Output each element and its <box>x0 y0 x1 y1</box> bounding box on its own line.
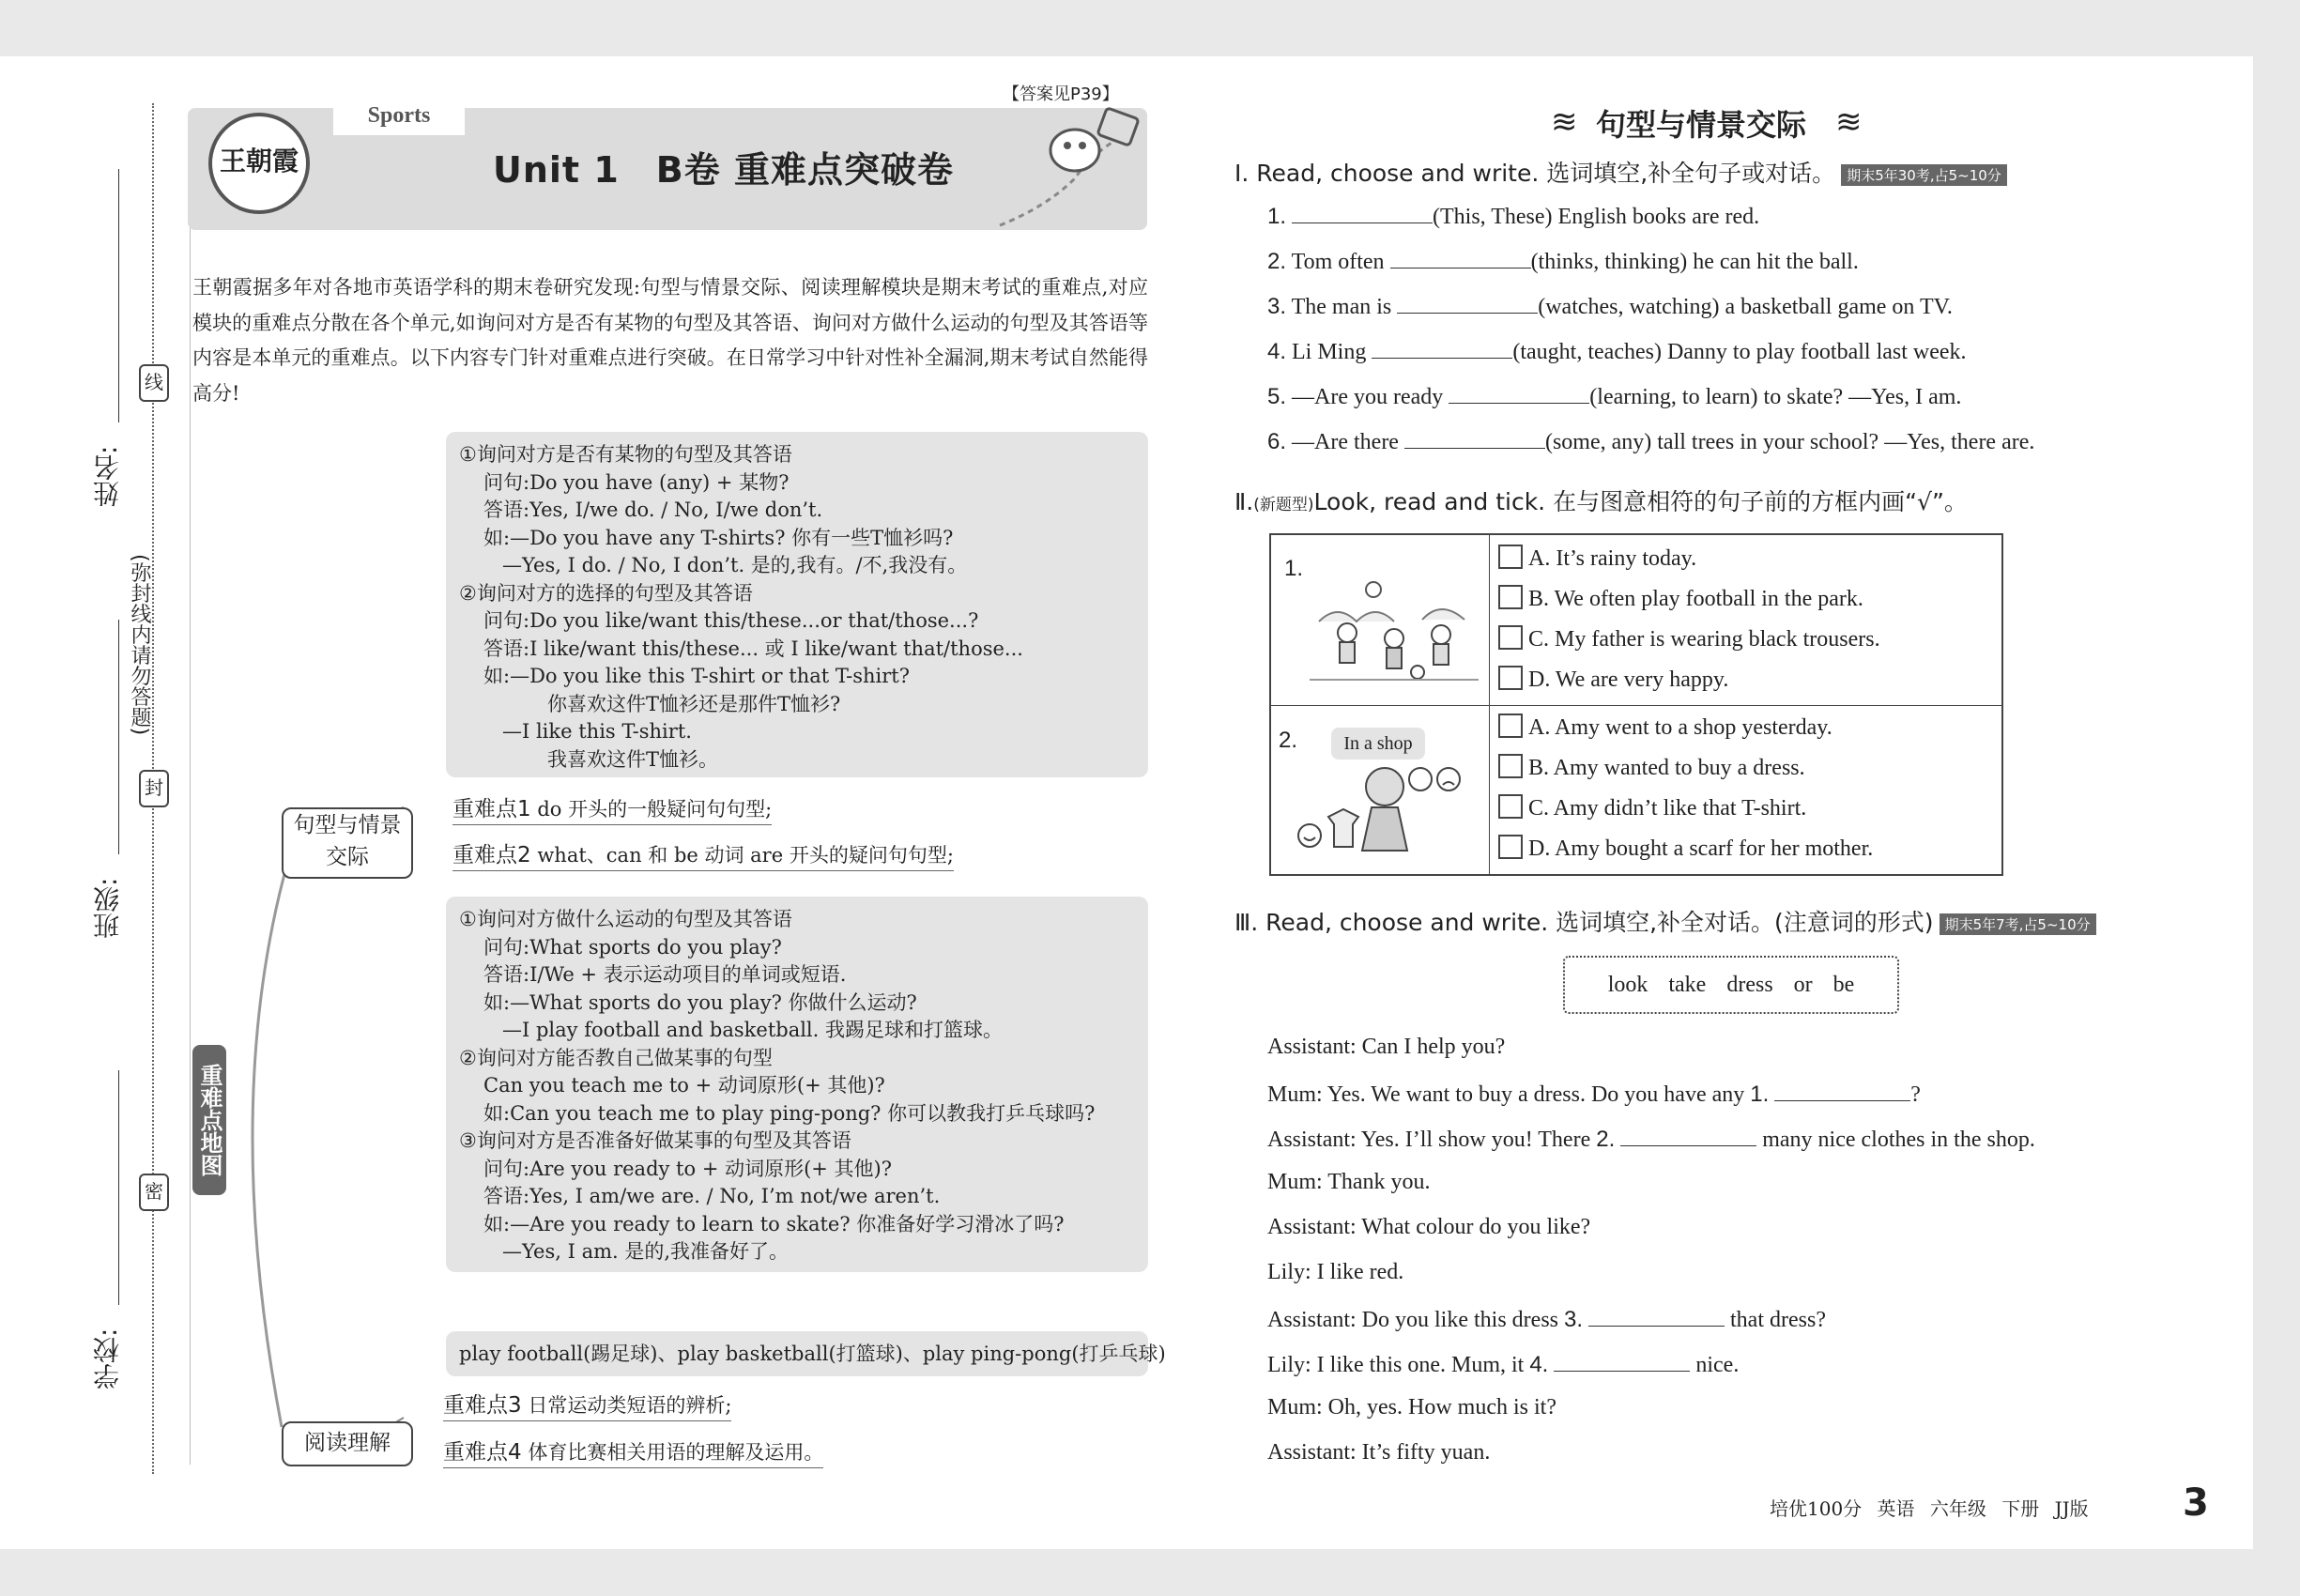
dialogue-line <box>1267 1215 1590 1240</box>
box2-line: Can you teach me to + 动词原形(+ 其他)? <box>483 1074 885 1097</box>
pattern-box-1 <box>446 432 1148 777</box>
q1-heading <box>1234 155 2007 189</box>
answer-blank[interactable] <box>1554 1350 1690 1372</box>
line-text: Mum: Yes. We want to buy a dress. Do you have any <box>1267 1082 1745 1107</box>
box2-line: ②询问对方能否教自己做某事的句型 <box>459 1046 773 1069</box>
blank-number: 4. <box>1529 1352 1549 1377</box>
box2-line: 如:Can you teach me to play ping-pong? 你可以教我打乒乓球吗? <box>483 1101 1096 1125</box>
box2-line: 如:—Are you ready to learn to skate? 你准备好学习滑冰了吗? <box>483 1212 1065 1235</box>
kp1-label: 重难点1 <box>452 797 531 821</box>
tick-checkbox[interactable] <box>1498 666 1523 690</box>
answer-blank[interactable] <box>1774 1080 1910 1101</box>
item-after: (This, These) English books are red. <box>1433 205 1760 229</box>
q1-frequency-tag: 期末5年30考,占5~10分 <box>1841 164 2007 186</box>
q1-item <box>1267 247 1859 275</box>
kp2-text: what、can 和 be 动词 are 开头的疑问句句型; <box>537 844 954 867</box>
q3-heading <box>1234 904 2096 938</box>
group1-number: 1. <box>1284 556 1304 581</box>
line-text: Assistant: Yes. I’ll show you! There <box>1267 1128 1591 1152</box>
tick-checkbox[interactable] <box>1498 835 1523 859</box>
box1-line: —Yes, I do. / No, I don’t. 是的,我有。/不,我没有。 <box>502 554 968 576</box>
margin-divider <box>190 122 191 1465</box>
q3-frequency-tag: 期末5年7考,占5~10分 <box>1940 913 2096 935</box>
line-post: ? <box>1910 1082 1921 1107</box>
q2-instruction: Look, read and tick. 在与图意相符的句子前的方框内画“√”。 <box>1313 488 1968 515</box>
answer-reference: 【答案见P39】 <box>1003 84 1119 104</box>
cartoon-illustration <box>990 94 1150 230</box>
answer-blank[interactable] <box>1449 382 1589 404</box>
phrase-list: play football(踢足球)、play basketball(打篮球)、play ping-pong(打乒乓球) <box>459 1343 1166 1365</box>
g1-option <box>1498 625 1880 652</box>
answer-blank[interactable] <box>1397 292 1538 314</box>
box2-line: 问句:What sports do you play? <box>483 935 782 959</box>
name-line <box>118 169 119 422</box>
wave-icon-left: ≋ <box>1551 103 1578 141</box>
box2-line: 如:—What sports do you play? 你做什么运动? <box>483 990 917 1014</box>
node-sentence-patterns: 句型与情景交际 <box>282 807 413 879</box>
line-mark: 线 <box>139 364 169 402</box>
line-post: that dress? <box>1730 1308 1826 1332</box>
item-after: (some, any) tall trees in your school? —Yes, there are. <box>1544 430 2035 454</box>
box2-line: 问句:Are you ready to + 动词原形(+ 其他)? <box>483 1157 893 1180</box>
phrase-box <box>446 1331 1166 1376</box>
seal-note: (弥封线内请勿答题) <box>128 554 151 736</box>
answer-blank[interactable] <box>1588 1305 1725 1327</box>
q2-new-type: (新题型) <box>1253 496 1314 514</box>
box2-line: ①询问对方做什么运动的句型及其答语 <box>459 908 792 930</box>
line-text: Assistant: What colour do you like? <box>1267 1215 1591 1239</box>
option-text: B. We often play football in the park. <box>1528 587 1863 611</box>
option-text: C. My father is wearing black trousers. <box>1528 627 1880 652</box>
key-point-4 <box>443 1435 823 1468</box>
dialogue-line <box>1267 1035 1505 1060</box>
page-title: Unit 1 B卷 重难点突破卷 <box>493 149 954 191</box>
item-after: (watches, watching) a basketball game on TV. <box>1538 295 1953 319</box>
g1-option <box>1498 585 1863 612</box>
item-pre: —Are there <box>1292 430 1399 454</box>
dialogue-line <box>1267 1170 1431 1195</box>
item-number: 6. <box>1267 429 1287 454</box>
word-bank: look take dress or be <box>1563 956 1899 1014</box>
line-text: Lily: I like red. <box>1267 1260 1404 1284</box>
tick-checkbox[interactable] <box>1498 754 1523 778</box>
seal-mark: 封 <box>139 770 169 807</box>
g1-option <box>1498 666 1728 693</box>
line-text: Mum: Oh, yes. How much is it? <box>1267 1395 1556 1420</box>
answer-blank[interactable] <box>1620 1125 1756 1146</box>
intro-paragraph: 王朝霞据多年对各地市英语学科的期末卷研究发现:句型与情景交际、阅读理解模块是期末考试的重难点,对应模块的重难点分散在各个单元,如询问对方是否有某物的句型及其答语、询问对方做什么运动的句型及其答语等内容是本单元的重难点。以下内容专门针对重难点进行突破。在日常学习中针对性补全漏洞,期末考试自然能得高分! <box>192 276 1148 405</box>
option-text: A. Amy went to a shop yesterday. <box>1528 715 1832 740</box>
wave-icon-right: ≋ <box>1835 103 1863 141</box>
pattern-box-2 <box>446 897 1148 1272</box>
line-text: Assistant: It’s fifty yuan. <box>1267 1440 1491 1465</box>
class-label: 班级: <box>92 877 123 939</box>
dialogue-line <box>1267 1125 2035 1153</box>
map-label: 重难点地图 <box>192 1045 226 1195</box>
g1-option <box>1498 545 1696 572</box>
box2-line: —Yes, I am. 是的,我准备好了。 <box>502 1240 790 1263</box>
section-title: 句型与情景交际 <box>1596 107 1807 143</box>
q1-heading-text: Ⅰ. Read, choose and write. 选词填空,补全句子或对话。 <box>1234 160 1836 187</box>
option-text: B. Amy wanted to buy a dress. <box>1528 756 1805 780</box>
node-reading: 阅读理解 <box>282 1421 413 1466</box>
line-text: Assistant: Can I help you? <box>1267 1035 1506 1059</box>
answer-blank[interactable] <box>1390 247 1531 269</box>
item-after: (taught, teaches) Danny to play football last week. <box>1512 340 1967 364</box>
dialogue-line <box>1267 1260 1403 1285</box>
q1-item <box>1267 382 1961 410</box>
tick-checkbox[interactable] <box>1498 625 1523 650</box>
tick-checkbox[interactable] <box>1498 545 1523 569</box>
answer-blank[interactable] <box>1372 337 1512 359</box>
box1-line: 如:—Do you have any T-shirts? 你有一些T恤衫吗? <box>483 526 954 549</box>
g2-option <box>1498 714 1832 741</box>
option-text: D. Amy bought a scarf for her mother. <box>1528 836 1874 861</box>
line-post: many nice clothes in the shop. <box>1762 1128 2035 1152</box>
item-number: 1. <box>1267 204 1287 229</box>
dialogue-line <box>1267 1395 1556 1420</box>
shop-label: In a shop <box>1331 728 1425 760</box>
item-pre: The man is <box>1291 295 1392 319</box>
box1-line: ②询问对方的选择的句型及其答语 <box>459 581 753 605</box>
footer-text: 培优100分 英语 六年级 下册 JJ版 <box>1770 1497 2089 1520</box>
dialogue-line <box>1267 1080 1921 1108</box>
key-point-2 <box>452 837 954 871</box>
line-text: Lily: I like this one. Mum, it <box>1267 1353 1525 1377</box>
option-text: D. We are very happy. <box>1528 668 1729 692</box>
item-number: 4. <box>1267 339 1287 364</box>
item-number: 3. <box>1267 294 1287 319</box>
blank-number: 1. <box>1750 1082 1770 1107</box>
box1-line: 如:—Do you like this T-shirt or that T-shirt? <box>483 665 911 687</box>
box2-line: ③询问对方是否准备好做某事的句型及其答语 <box>459 1129 851 1152</box>
item-number: 5. <box>1267 384 1287 409</box>
picture-football-park <box>1310 575 1479 685</box>
key-point-1 <box>452 791 772 825</box>
brand-logo: 王朝霞 <box>208 113 310 214</box>
line-text: Mum: Thank you. <box>1267 1170 1431 1194</box>
item-after: (thinks, thinking) he can hit the ball. <box>1530 250 1859 274</box>
box1-line: 答语:I like/want this/these... 或 I like/want that/those... <box>483 637 1023 660</box>
key-point-3 <box>443 1388 731 1421</box>
kp3-label: 重难点3 <box>443 1393 522 1418</box>
kp3-text: 日常运动类短语的辨析; <box>528 1394 732 1417</box>
box1-line: 你喜欢这件T恤衫还是那件T恤衫? <box>547 692 841 715</box>
tick-checkbox[interactable] <box>1498 794 1523 819</box>
q2-number: Ⅱ. <box>1234 488 1254 515</box>
dialogue-line <box>1267 1350 1739 1378</box>
tick-checkbox[interactable] <box>1498 585 1523 609</box>
unit-tab: Sports <box>333 94 465 135</box>
answer-blank[interactable] <box>1404 427 1545 449</box>
g2-option <box>1498 794 1806 821</box>
q1-item <box>1267 202 1759 230</box>
page-number: 3 <box>2183 1481 2209 1525</box>
q1-item <box>1267 337 1967 365</box>
table-col-divider <box>1489 535 1490 874</box>
box1-line: 问句:Do you like/want this/these...or that/those...? <box>483 609 979 632</box>
q3-heading-text: Ⅲ. Read, choose and write. 选词填空,补全对话。(注意词的形式) <box>1234 909 1934 936</box>
tick-checkbox[interactable] <box>1498 714 1523 738</box>
item-pre: Tom often <box>1291 250 1385 274</box>
dialogue-line <box>1267 1440 1490 1466</box>
item-pre: Li Ming <box>1292 340 1367 364</box>
group2-number: 2. <box>1279 728 1298 753</box>
kp4-text: 体育比赛相关用语的理解及运用。 <box>528 1441 824 1464</box>
g2-option <box>1498 835 1873 862</box>
dialogue-line <box>1267 1305 1826 1333</box>
option-text: A. It’s rainy today. <box>1528 546 1697 571</box>
item-after: (learning, to learn) to skate? —Yes, I am. <box>1589 385 1962 409</box>
school-line <box>118 1070 119 1305</box>
q1-item <box>1267 292 1953 320</box>
box1-line: ①询问对方是否有某物的句型及其答语 <box>459 443 792 466</box>
name-label: 姓名: <box>92 445 123 507</box>
q1-item <box>1267 427 2034 455</box>
school-label: 学校: <box>92 1327 123 1389</box>
blank-number: 3. <box>1564 1307 1584 1332</box>
box2-line: 答语:Yes, I am/we are. / No, I’m not/we aren’t. <box>483 1185 941 1207</box>
box2-line: —I play football and basketball. 我踢足球和打篮球。 <box>502 1019 1003 1041</box>
kp4-label: 重难点4 <box>443 1440 522 1465</box>
answer-blank[interactable] <box>1292 202 1433 223</box>
blank-number: 2. <box>1596 1127 1616 1152</box>
kp2-label: 重难点2 <box>452 843 531 867</box>
q2-heading <box>1234 483 1968 517</box>
box1-line: 答语:Yes, I/we do. / No, I/we don’t. <box>483 499 823 521</box>
g2-option <box>1498 754 1805 781</box>
option-text: C. Amy didn’t like that T-shirt. <box>1528 796 1807 821</box>
box2-line: 答语:I/We + 表示运动项目的单词或短语. <box>483 963 847 986</box>
item-number: 2. <box>1267 249 1287 274</box>
class-line <box>118 620 119 854</box>
line-post: nice. <box>1695 1353 1740 1377</box>
box1-line: 我喜欢这件T恤衫。 <box>547 747 719 771</box>
table-row-divider <box>1271 705 2001 706</box>
secret-mark: 密 <box>139 1174 169 1211</box>
kp1-text: do 开头的一般疑问句句型; <box>537 798 773 821</box>
item-pre: —Are you ready <box>1292 385 1444 409</box>
picture-girl-in-shop <box>1291 760 1479 864</box>
box1-line: 问句:Do you have (any) + 某物? <box>483 470 790 494</box>
line-text: Assistant: Do you like this dress <box>1267 1308 1558 1332</box>
box1-line: —I like this T-shirt. <box>502 720 692 743</box>
